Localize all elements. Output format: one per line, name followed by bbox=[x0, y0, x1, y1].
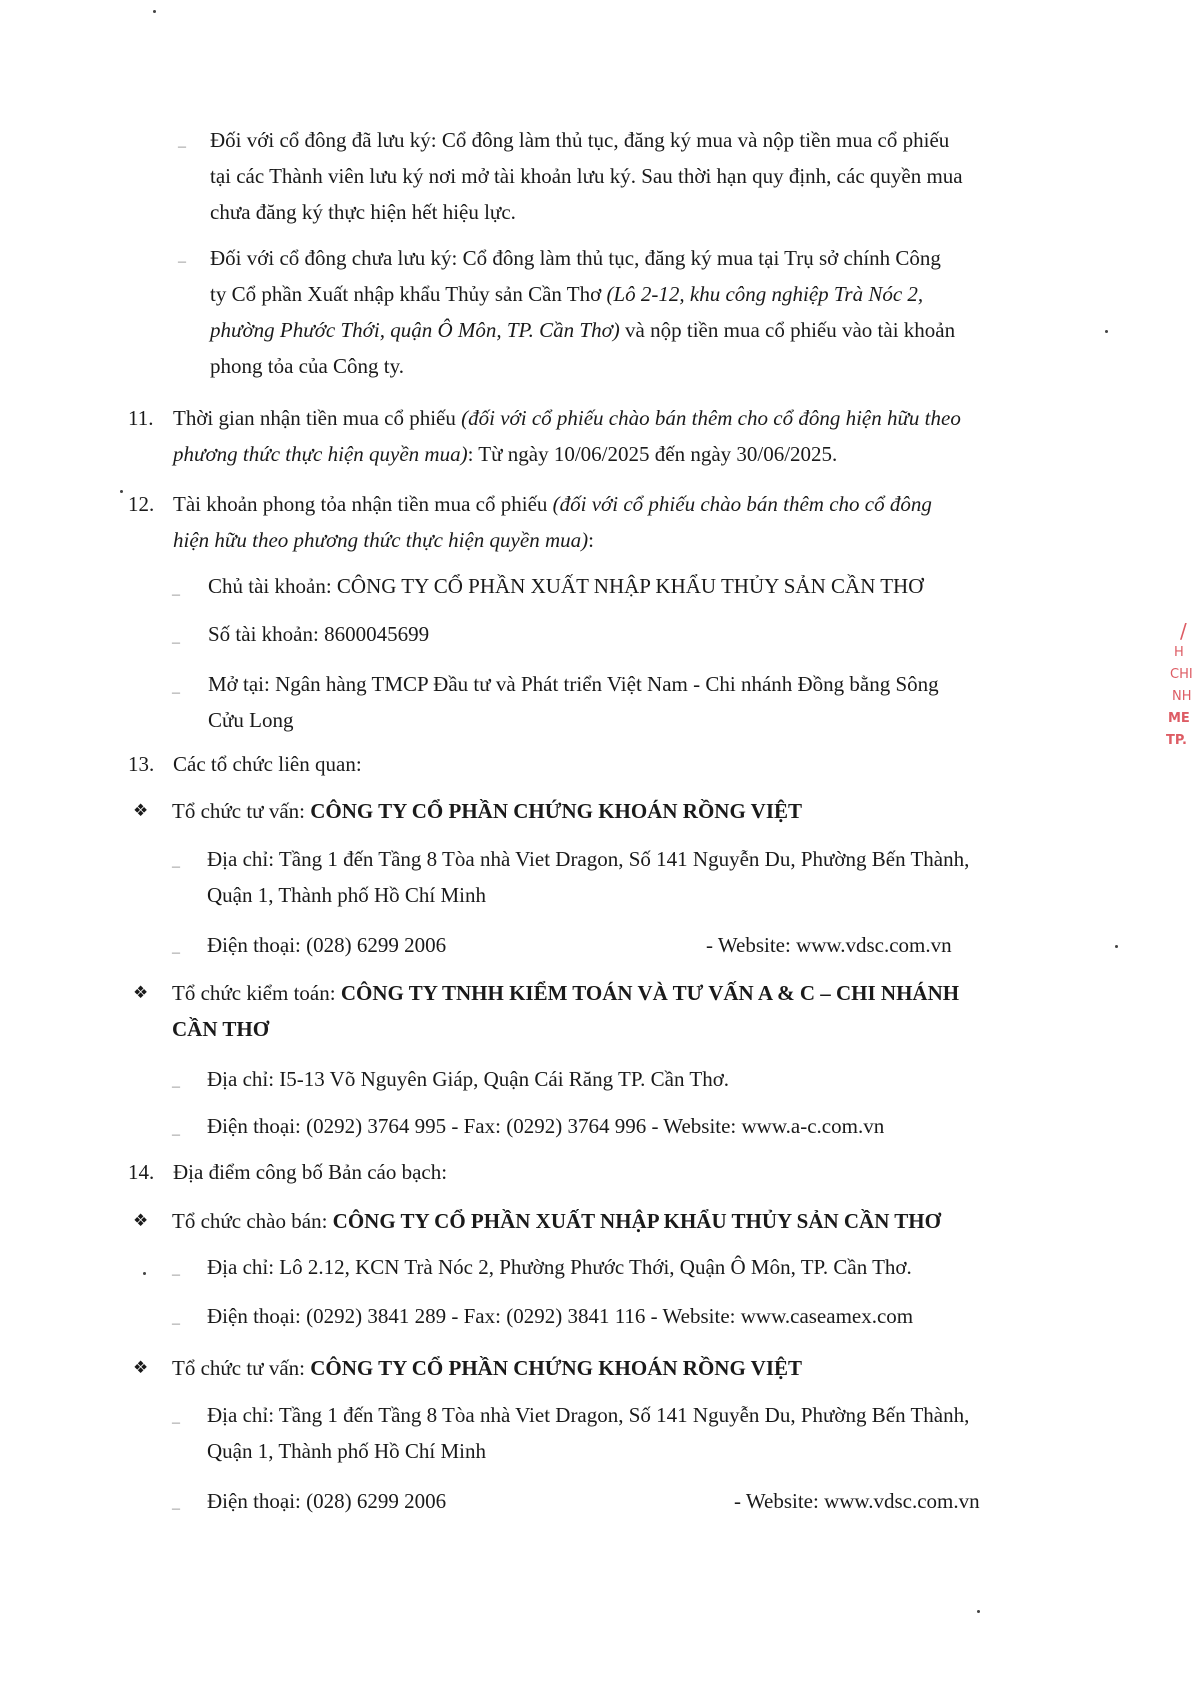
scan-speck bbox=[143, 1272, 146, 1275]
scan-speck bbox=[1105, 330, 1108, 333]
advisor-org: Tổ chức tư vấn: CÔNG TY CỔ PHẦN CHỨNG KHOÁN RỒNG VIỆT bbox=[172, 799, 803, 823]
bullet-dash: – bbox=[172, 1414, 180, 1431]
issuer-org: Tổ chức chào bán: CÔNG TY CỔ PHẦN XUẤT NHẬP KHẨU THỦY SẢN CẦN THƠ bbox=[172, 1209, 941, 1233]
account-holder: Chủ tài khoản: CÔNG TY CỔ PHẦN XUẤT NHẬP KHẨU THỦY SẢN CẦN THƠ bbox=[208, 574, 924, 598]
red-stamp-fragment: / H CHI NH ME TP. bbox=[1166, 619, 1193, 748]
scan-speck bbox=[153, 10, 156, 13]
advisor-website-2: - Website: www.vdsc.com.vn bbox=[734, 1489, 980, 1513]
bullet-dash: – bbox=[172, 1078, 180, 1095]
document-page: – Đối với cổ đông đã lưu ký: Cổ đông làm thủ tục, đăng ký mua và nộp tiền mua cổ phiếu tại các Thành viên lưu ký nơi mở tài khoản lưu ký. Sau thời hạn quy định, các quyền mua chưa đăng ký thực hiện hết hiệu lực. – Đối với cổ đông chưa lưu ký: Cổ đông làm thủ tục, đăng ký mua tại Trụ sở chính Công ty Cổ phần Xuất nhập khẩu Thủy sản Cần Thơ (Lô 2-12, khu công nghiệp Trà Nóc 2, phường Phước Thới, quận Ô Môn, TP. Cần Thơ) và nộp tiền mua cổ phiếu vào tài khoản phong tỏa của Công ty. 11. Thời gian nhận tiền mua cổ phiếu (đối với cổ phiếu chào bán thêm cho cổ đông hiện hữu theo phương thức thực hiện quyền mua): Từ ngày 10/06/2025 đến ngày 30/06/2025. 12. Tài khoản phong tỏa nhận tiền mua cổ phiếu (đối với cổ phiếu chào bán thêm cho cổ đông hiện hữu theo phương thức thực hiện quyền mua): – Chủ tài khoản: CÔNG TY CỔ PHẦN XUẤT NHẬP KHẨU THỦY SẢN CẦN THƠ – Số tài khoản: 8600045699 – Mở tại: Ngân hàng TMCP Đầu tư và Phát triển Việt Nam - Chi nhánh Đồng bằng Sông Cửu Long 13. Các tổ chức liên quan: ❖ Tổ chức tư vấn: CÔNG TY CỔ PHẦN CHỨNG KHOÁN RỒNG VIỆT – Địa chỉ: Tầng 1 đến Tầng 8 Tòa nhà Viet Dragon, Số 141 Nguyễn Du, Phường Bến Thành, Quận 1, Thành phố Hồ Chí Minh – Điện thoại: (028) 6299 2006 - Website: www.vdsc.com.vn ❖ Tổ chức kiểm toán: CÔNG TY TNHH KIỂM TOÁN VÀ TƯ VẤN A & C – CHI NHÁNH CẦN THƠ – Địa chỉ: I5-13 Võ Nguyên Giáp, Quận Cái Răng TP. Cần Thơ. – Điện thoại: (0292) 3764 995 - Fax: (0292) 3764 996 - Website: www.a-c.com.vn 14. Địa điểm công bố Bản cáo bạch: ❖ Tổ chức chào bán: CÔNG TY CỔ PHẦN XUẤT NHẬP KHẨU THỦY SẢN CẦN THƠ – Địa chỉ: Lô 2.12, KCN Trà Nóc 2, Phường Phước Thới, Quận Ô Môn, TP. Cần Thơ. – Điện thoại: (0292) 3841 289 - Fax: (0292) 3841 116 - Website: www.caseamex.com ❖ Tổ chức tư vấn: CÔNG TY CỔ PHẦN CHỨNG KHOÁN RỒNG VIỆT – Địa chỉ: Tầng 1 đến Tầng 8 Tòa nhà Viet Dragon, Số 141 Nguyễn Du, Phường Bến Thành, Quận 1, Thành phố Hồ Chí Minh – Điện thoại: (028) 6299 2006 - Website: www.vdsc.com.vn / H CHI NH ME TP. bbox=[0, 0, 1200, 1697]
section-12-text: Tài khoản phong tỏa nhận tiền mua cổ phiếu (đối với cổ phiếu chào bán thêm cho cổ đông bbox=[173, 492, 932, 516]
section-number-12: 12. bbox=[128, 492, 155, 516]
section-13-text: Các tổ chức liên quan: bbox=[173, 752, 362, 776]
auditor-address: Địa chỉ: I5-13 Võ Nguyên Giáp, Quận Cái Răng TP. Cần Thơ. bbox=[207, 1067, 730, 1091]
section-14-text: Địa điểm công bố Bản cáo bạch: bbox=[173, 1160, 448, 1184]
bullet-dash: – bbox=[172, 586, 180, 603]
advisor-phone-2: Điện thoại: (028) 6299 2006 bbox=[207, 1489, 447, 1513]
account-bank: Mở tại: Ngân hàng TMCP Đầu tư và Phát triển Việt Nam - Chi nhánh Đồng bằng Sông bbox=[208, 672, 939, 696]
auditor-contact: Điện thoại: (0292) 3764 995 - Fax: (0292) 3764 996 - Website: www.a-c.com.vn bbox=[207, 1114, 885, 1138]
issuer-contact: Điện thoại: (0292) 3841 289 - Fax: (0292) 3841 116 - Website: www.caseamex.com bbox=[207, 1304, 914, 1328]
bullet-dash: – bbox=[172, 858, 180, 875]
scan-speck bbox=[977, 1610, 980, 1613]
bullet-dash: – bbox=[178, 138, 186, 155]
bullet-dash: – bbox=[172, 944, 180, 961]
bullet-dash: – bbox=[172, 634, 180, 651]
advisor-address-2: Địa chỉ: Tầng 1 đến Tầng 8 Tòa nhà Viet Dragon, Số 141 Nguyễn Du, Phường Bến Thành, bbox=[207, 1403, 970, 1427]
bullet-dash: – bbox=[172, 1315, 180, 1332]
advisor-website: - Website: www.vdsc.com.vn bbox=[706, 933, 952, 957]
bullet-dash: – bbox=[172, 684, 180, 701]
non-depository-shareholders-text: Đối với cổ đông chưa lưu ký: Cổ đông làm thủ tục, đăng ký mua tại Trụ sở chính Công bbox=[210, 246, 941, 270]
diamond-bullet-icon: ❖ bbox=[133, 801, 149, 820]
scan-speck bbox=[120, 490, 123, 493]
auditor-org: Tổ chức kiểm toán: CÔNG TY TNHH KIỂM TOÁN VÀ TƯ VẤN A & C – CHI NHÁNH bbox=[172, 981, 960, 1005]
issuer-address: Địa chỉ: Lô 2.12, KCN Trà Nóc 2, Phường Phước Thới, Quận Ô Môn, TP. Cần Thơ. bbox=[207, 1255, 912, 1279]
advisor-org-2: Tổ chức tư vấn: CÔNG TY CỔ PHẦN CHỨNG KHOÁN RỒNG VIỆT bbox=[172, 1356, 803, 1380]
advisor-address: Địa chỉ: Tầng 1 đến Tầng 8 Tòa nhà Viet Dragon, Số 141 Nguyễn Du, Phường Bến Thành, bbox=[207, 847, 970, 871]
section-number-13: 13. bbox=[128, 752, 155, 776]
bullet-dash: – bbox=[178, 253, 186, 270]
section-11-text: Thời gian nhận tiền mua cổ phiếu (đối với cổ phiếu chào bán thêm cho cổ đông hiện hữu theo bbox=[173, 406, 961, 430]
section-number-14: 14. bbox=[128, 1160, 155, 1184]
bullet-dash: – bbox=[172, 1500, 180, 1517]
diamond-bullet-icon: ❖ bbox=[133, 983, 149, 1002]
bullet-dash: – bbox=[172, 1266, 180, 1283]
scan-speck bbox=[1115, 945, 1118, 948]
bullet-dash: – bbox=[172, 1126, 180, 1143]
depository-shareholders-text: Đối với cổ đông đã lưu ký: Cổ đông làm thủ tục, đăng ký mua và nộp tiền mua cổ phiếu bbox=[210, 128, 950, 152]
account-number: Số tài khoản: 8600045699 bbox=[208, 622, 430, 646]
section-number-11: 11. bbox=[128, 406, 154, 430]
diamond-bullet-icon: ❖ bbox=[133, 1358, 149, 1377]
diamond-bullet-icon: ❖ bbox=[133, 1211, 149, 1230]
advisor-phone: Điện thoại: (028) 6299 2006 bbox=[207, 933, 447, 957]
